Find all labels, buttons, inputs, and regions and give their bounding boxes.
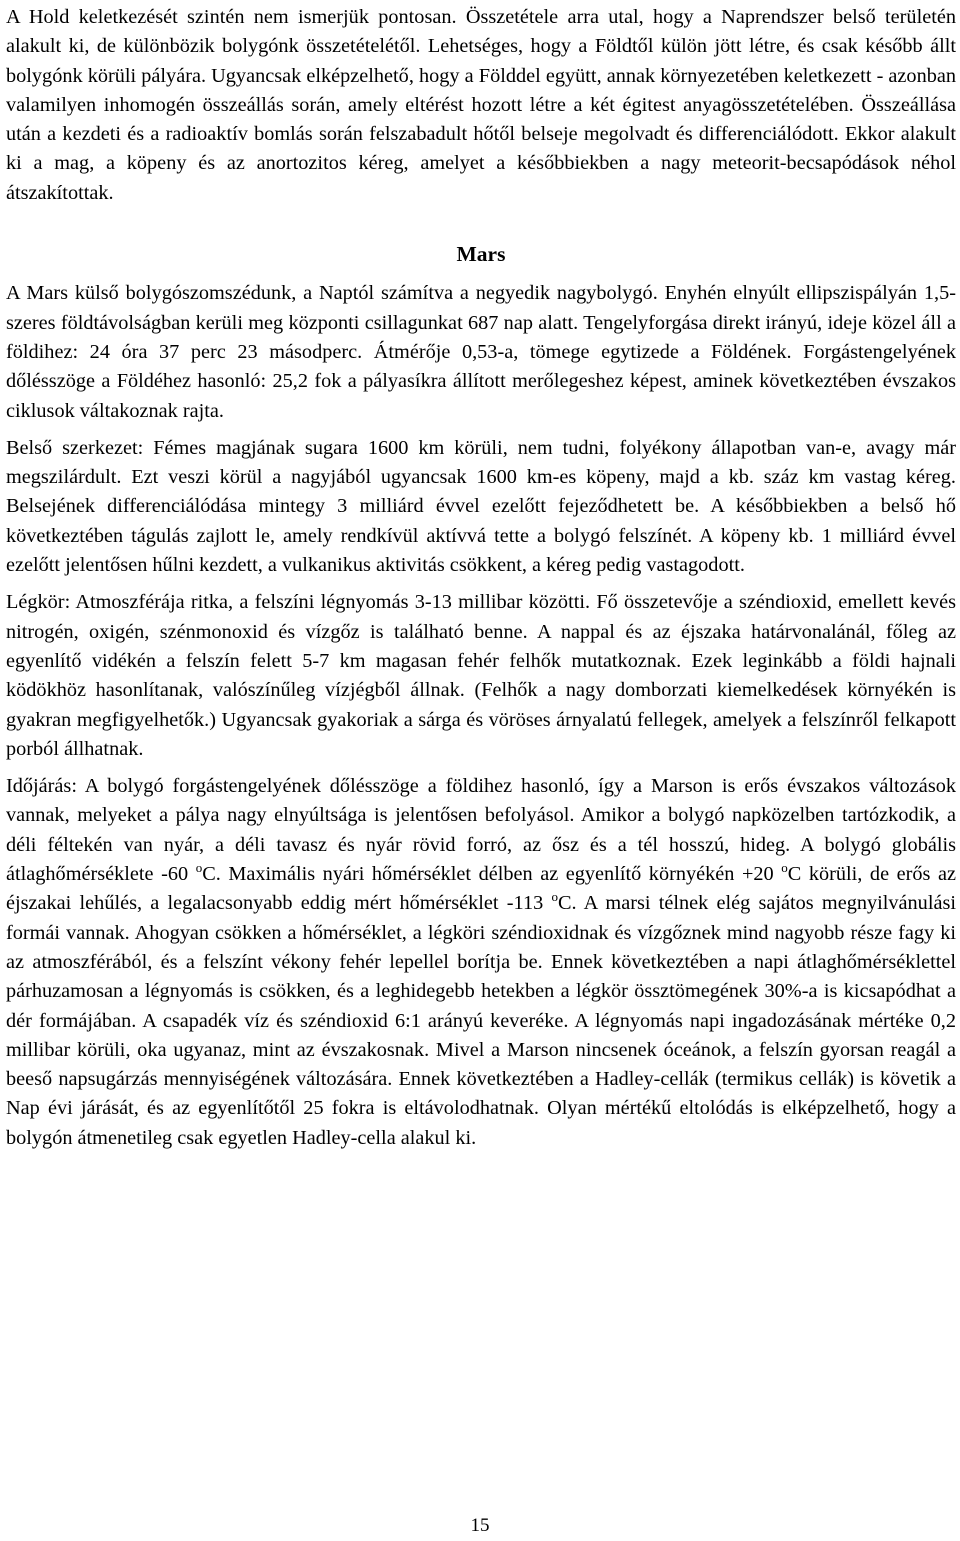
paragraph-atmosphere: Légkör: Atmoszférája ritka, a felszíni légnyomás 3-13 millibar közötti. Fő összetevője a széndioxid, emellett kevés nitrogén, oxigén, szénmonoxid és vízgőz is található benne. A nappal és az éjszaka határvonalánál, főleg az egyenlítő vidékén a felszín felett 5-7 km magasan fehér felhők mutatkoznak. Ezek leginkább a földi hajnali ködökhöz hasonlítanak, valószínűleg vízjégből állnak. (Felhők a nagy domborzati kiemelkedések környékén is gyakran megfigyelhetők.) Ugyancsak gyakoriak a sárga és vöröses árnyalatú fellegek, amelyek a felszínről felkapott porból állhatnak. [6,591,956,760]
degree-superscript: o [551,889,558,905]
spacer [6,269,956,279]
paragraph-overview: A Mars külső bolygószomszédunk, a Naptól számítva a negyedik nagybolygó. Enyhén elnyúlt ellipszispályán 1,5-szeres földtávolságban kerüli meg központi csillagunkat 687 nap alatt. Tengelyforgása direkt irányú, ideje közel áll a földihez: 24 óra 37 perc 23 másodperc. Átmérője 0,53-a, tömege egytizede a Földének. Forgástengelyének dőlésszöge a Földéhez hasonló: 25,2 fok a pályasíkra állított merőlegeshez képest, aminek következtében évszakos ciklusok váltakoznak rajta. [6,282,956,422]
document-page [6,3,956,1153]
section-title: Mars [456,242,506,267]
weather-text-part-2: C. Maximális nyári hőmérséklet délben az egyenlítő környékén +20 [202,863,782,886]
intro-paragraph: A Hold keletkezését szintén nem ismerjük pontosan. Összetétele arra utal, hogy a Naprendszer belső területén alakult ki, de különbözik bolygónk összetételétől. Lehetséges, hogy a Földtől külön jött létre, és csak később állt bolygónk körüli pályára. Ugyancsak elképzelhető, hogy a Földdel együtt, annak környezetében keletkezett - azonban valamilyen inhomogén összeállás során, amely eltérést hozott létre a két égitest anyagösszetételében. Összeállása után a kezdeti és a radioaktív bomlás során felszabadult hőtől belseje megolvadt és differenciálódott. Ekkor alakult ki a mag, a köpeny és az anortozitos kéreg, amelyet a későbbiekben a nagy meteorit-becsapódások néhol átszakítottak. [6,6,956,204]
weather-text-part-4: C. A marsi télnek elég sajátos megnyilvánulási formái vannak. Ahogyan csökken a hőmérséklet, a légköri széndioxidnak és vízgőznek mind nagyobb része fagy ki az atmoszférából, és a felszínt vékony fehér lepellel borítja be. Ennek következtében a napi átlaghőmérséklettel párhuzamosan a légnyomás is csökken, és a leghidegebb hetekben a légkör össztömegének 30%-a is kicsapódhat a dér formájában. A csapadék víz és széndioxid 6:1 arányú keveréke. A légnyomás napi ingadozásának mértéke 0,2 millibar körüli, oka ugyanaz, mint az évszakosnak. Mivel a Marson nincsenek óceánok, a felszín gyorsan reagál a beeső napsugárzás mennyiségének változására. Ennek következtében a Hadley-cellák (termikus cellák) is követik a Nap évi járását, és az egyenlítőtől 25 fokra is eltávolodhatnak. Olyan mértékű eltolódás is elképzelhető, hogy a bolygón átmenetileg csak egyetlen Hadley-cella alakul ki. [6,892,956,1149]
degree-superscript: o [781,860,788,876]
spacer [6,580,956,588]
spacer [6,426,956,434]
paragraph-weather [6,772,956,1153]
paragraph-internal-structure: Belső szerkezet: Fémes magjának sugara 1600 km körüli, nem tudni, folyékony állapotban van-e, avagy már megszilárdult. Ezt veszi körül a nagyjából ugyancsak 1600 km-es köpeny, majd a kb. száz km vastag kéreg. Belsejének differenciálódása mintegy 3 milliárd évvel ezelőtt fejeződhetett be. A későbbiekben a belső hő következtében tágulás zajlott le, amely rendkívül aktívvá tette a bolygó felszínét. A köpeny kb. 1 milliárd évvel ezelőtt jelentősen hűlni kezdett, a vulkanikus aktivitás csökkent, a kéreg pedig vastagodott. [6,436,956,577]
page-number: 15 [470,1515,490,1536]
weather-text-part-1: Időjárás: A bolygó forgástengelyének dőlésszöge a földihez hasonló, így a Marson is erős évszakos változások vannak, melyeket a pálya nagy elnyúltsága is jelentősen befolyásol. Amikor a bolygó napközelben tartózkodik, a déli féltekén van nyár, a déli tavasz és nyár rövid forró, az ősz és a tél hosszú, hideg. A bolygó globális átlaghőmérséklete -60 [6,775,956,886]
spacer [6,764,956,772]
spacer [6,208,956,240]
degree-superscript: o [195,860,203,876]
weather-text-part-3: C körüli, de erős az éjszakai lehűlés, a legalacsonyabb eddig mért hőmérséklet -113 [6,863,956,915]
